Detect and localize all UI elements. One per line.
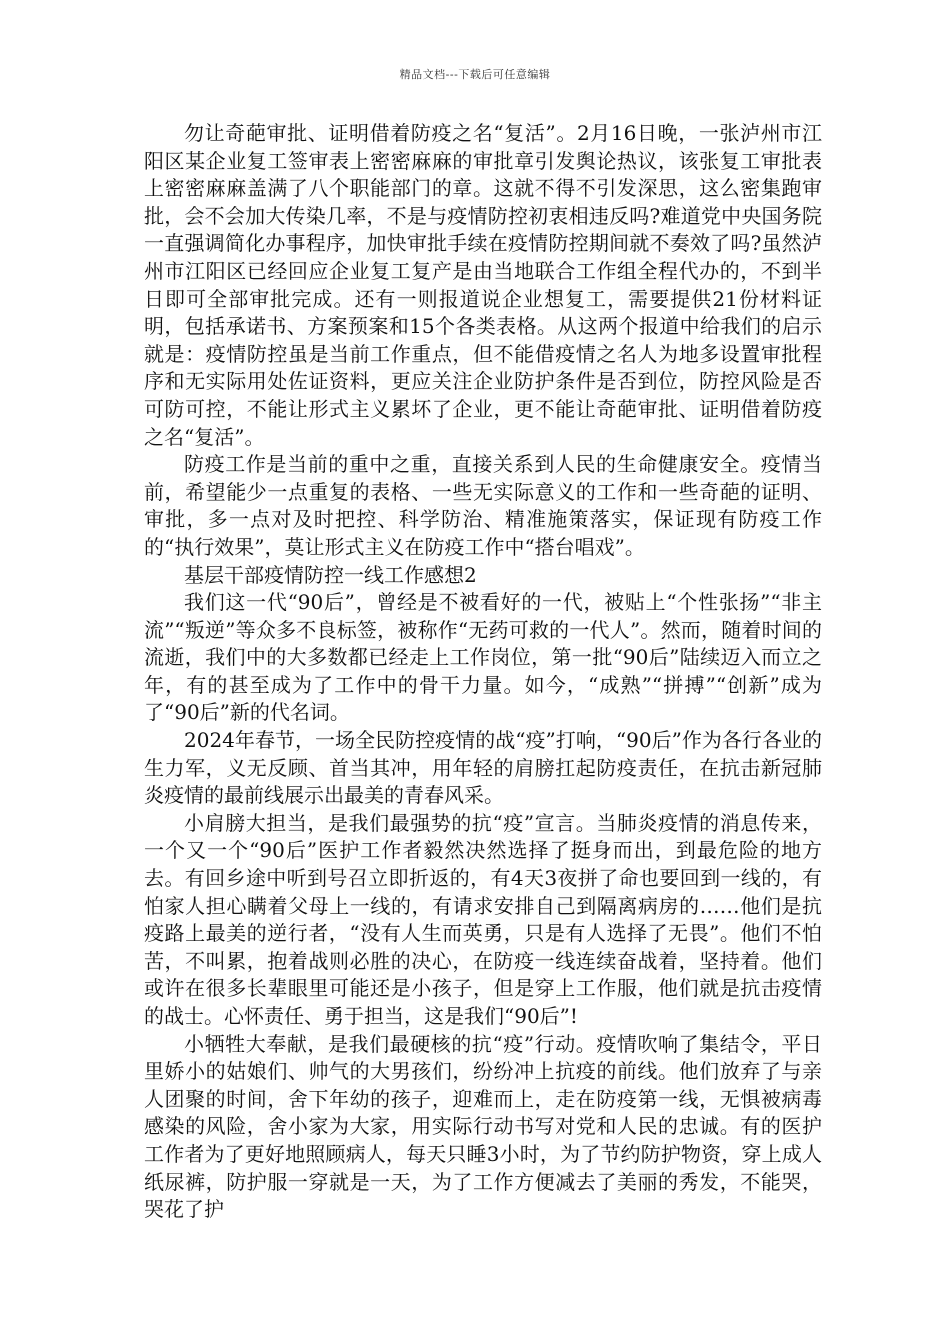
paragraph: 小肩膀大担当，是我们最强势的抗“疫”宣言。当肺炎疫情的消息传来，一个又一个“90后”医护工作者毅然决然选择了挺身而出，到最危险的地方去。有回乡途中听到号召立即折返的，有4天3夜拼了命也要回到一线的，有怕家人担心瞒着父母上一线的，有请求安排自己到隔离病房的……他们是抗疫路上最美的逆行者，“没有人生而英勇，只是有人选择了无畏”。他们不怕苦，不叫累，抱着战则必胜的决心，在防疫一线连续奋战着，坚持着。他们或许在很多长辈眼里可能还是小孩子，但是穿上工作服，他们就是抗击疫情的战士。心怀责任、勇于担当，这是我们“90后”! <box>144 810 822 1028</box>
page-header: 精品文档---下载后可任意编辑 <box>399 68 551 81</box>
paragraph: 我们这一代“90后”，曾经是不被看好的一代，被贴上“个性张扬”“非主流”“叛逆”等众多不良标签，被称作“无药可救的一代人”。然而，随着时间的流逝，我们中的大多数都已经走上工作岗位，第一批“90后”陆续迈入而立之年，有的甚至成为了工作中的骨干力量。如今，“成熟”“拼搏”“创新”成为了“90后”新的代名词。 <box>144 590 822 725</box>
paragraph: 防疫工作是当前的重中之重，直接关系到人民的生命健康安全。疫情当前，希望能少一点重复的表格、一些无实际意义的工作和一些奇葩的证明、审批，多一点对及时把控、科学防治、精准施策落实，保证现有防疫工作的“执行效果”，莫让形式主义在防疫工作中“搭台唱戏”。 <box>144 452 822 559</box>
paragraph: 小牺牲大奉献，是我们最硬核的抗“疫”行动。疫情吹响了集结令，平日里娇小的姑娘们、帅气的大男孩们，纷纷冲上抗疫的前线。他们放弃了与亲人团聚的时间，舍下年幼的孩子，迎难而上，走在防疫第一线，无惧被病毒感染的风险，舍小家为大家，用实际行动书写对党和人民的忠诚。有的医护工作者为了更好地照顾病人，每天只睡3小时，为了节约防护物资，穿上成人纸尿裤，防护服一穿就是一天，为了工作方便减去了美丽的秀发，不能哭，哭花了护 <box>144 1031 822 1222</box>
paragraph: 2024年春节，一场全民防控疫情的战“疫”打响，“90后”作为各行各业的生力军，义无反顾、首当其冲，用年轻的肩膀扛起防疫责任，在抗击新冠肺炎疫情的最前线展示出最美的青春风采。 <box>144 728 822 808</box>
paragraph: 勿让奇葩审批、证明借着防疫之名“复活”。2月16日晚，一张泸州市江阳区某企业复工签审表上密密麻麻的审批章引发舆论热议，该张复工审批表上密密麻麻盖满了八个职能部门的章。这就不得不引发深思，这么密集跑审批，会不会加大传染几率，不是与疫情防控初衷相违反吗?难道党中央国务院一直强调简化办事程序，加快审批手续在疫情防控期间就不奏效了吗?虽然泸州市江阳区已经回应企业复工复产是由当地联合工作组全程代办的，不到半日即可全部审批完成。还有一则报道说企业想复工，需要提供21份材料证明，包括承诺书、方案预案和15个各类表格。从这两个报道中给我们的启示就是：疫情防控虽是当前工作重点，但不能借疫情之名人为地多设置审批程序和无实际用处佐证资料，更应关注企业防护条件是否到位，防控风险是否可防可控，不能让形式主义累坏了企业，更不能让奇葩审批、证明借着防疫之名“复活”。 <box>144 121 822 449</box>
section-heading: 基层干部疫情防控一线工作感想2 <box>184 562 477 587</box>
document-body <box>144 120 822 1224</box>
